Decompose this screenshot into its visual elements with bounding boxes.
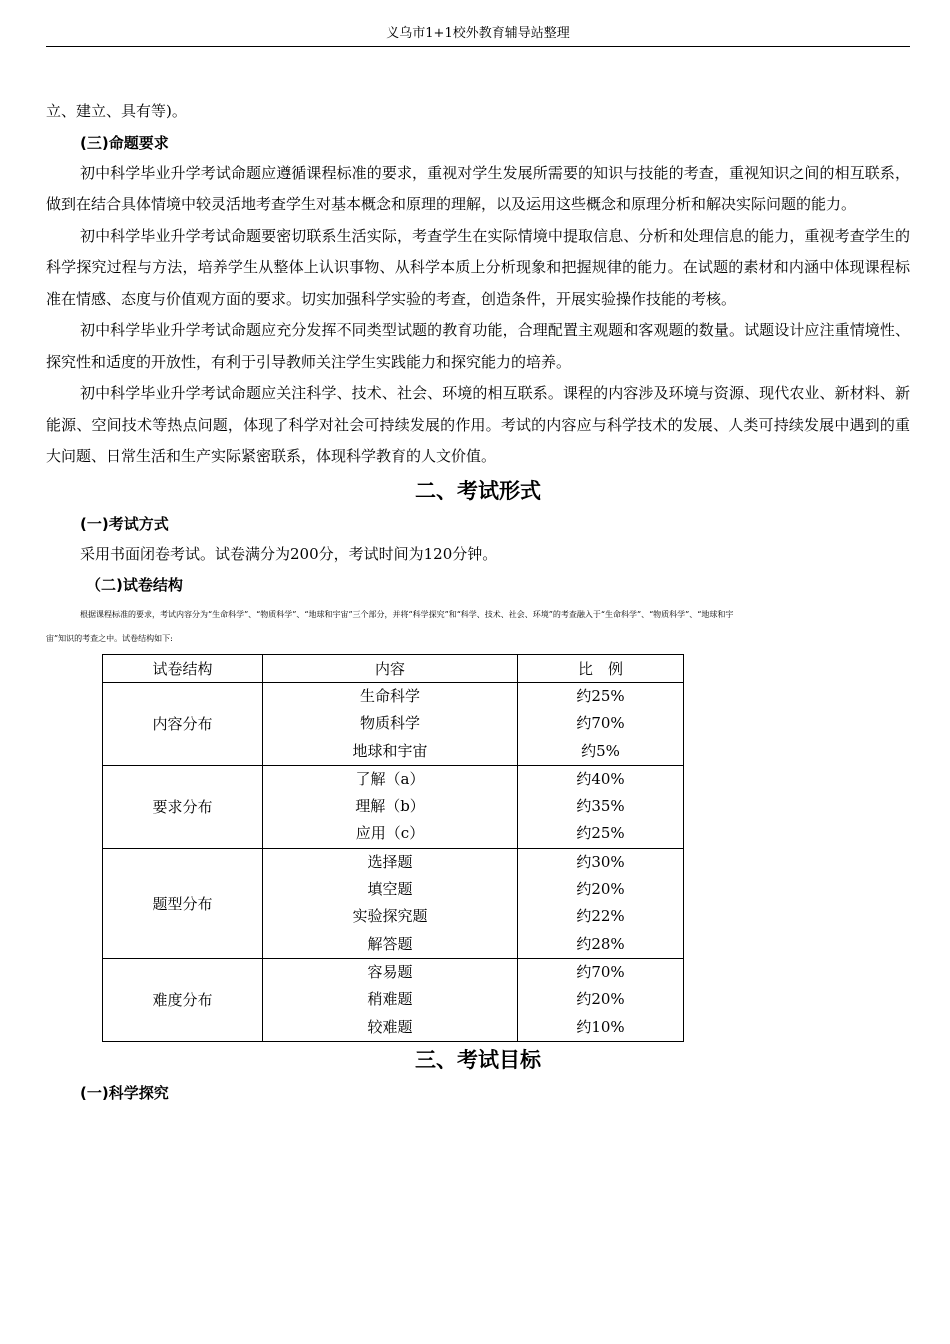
exam-form-heading: 二、考试形式 [415,477,541,503]
category-cell: 要求分布 [103,765,263,848]
content-item: 应用（c） [355,824,425,843]
content-item: 理解（b） [355,797,425,816]
table-row [103,848,684,958]
intro-fragment: 立、建立、具有等)。 [46,102,187,120]
table-header-cell: 试卷结构 [103,655,263,683]
page-header: 义乌市1+1校外教育辅导站整理 [46,22,910,47]
science-inquiry-title: (一)科学探究 [80,1083,169,1102]
requirements-title: (三)命题要求 [80,133,169,152]
ratio-cell [518,958,684,1041]
structure-note-continued: 宙”知识的考查之中。试卷结构如下: [46,634,173,643]
paper-structure-table [102,654,684,1042]
category-cell: 内容分布 [103,683,263,766]
ratio-value: 约70% [576,962,625,981]
requirements-paragraph: 初中科学毕业升学考试命题要密切联系生活实际，考查学生在实际情境中提取信息、分析和处理信息的能力，重视考查学生的科学探究过程与方法，培养学生从整体上认识事物、从科学本质上分析现象和把握规律的能力。在试题的素材和内涵中体现课程标准在情感、态度与价值观方面的要求。切实加强科学实验的考查，创造条件，开展实验操作技能的考核。 [46,226,910,308]
table-header-cell: 内容 [263,655,518,683]
table-header-row [103,655,684,683]
content-item: 较难题 [367,1017,413,1036]
ratio-value: 约22% [576,907,625,926]
ratio-value: 约30% [576,852,625,871]
ratio-value: 约20% [576,990,625,1009]
paper-structure-title: （二)试卷结构 [86,576,183,594]
ratio-value: 约20% [576,880,625,899]
content-item: 物质科学 [359,714,420,733]
ratio-value: 约70% [576,714,625,733]
table-row [103,683,684,766]
content-item: 实验探究题 [352,907,428,926]
content-cell [263,958,518,1041]
content-item: 了解（a） [355,769,425,788]
category-cell: 难度分布 [103,958,263,1041]
ratio-value: 约10% [576,1017,625,1036]
ratio-cell [518,765,684,848]
exam-method-text: 采用书面闭卷考试。试卷满分为200分，考试时间为120分钟。 [80,544,498,563]
table-header-cell: 比 例 [518,655,684,683]
structure-note: 根据课程标准的要求，考试内容分为“生命科学”、“物质科学”、“地球和宇宙”三个部分，并将“科学探究”和“科学、技术、社会、环境”的考查融入于“生命科学”、“物质科学”、“地球和宇 [80,610,734,619]
ratio-cell [518,683,684,766]
content-item: 容易题 [367,962,413,981]
ratio-value: 约35% [576,797,625,816]
category-cell: 题型分布 [103,848,263,958]
content-item: 稍难题 [367,990,413,1009]
content-item: 解答题 [367,934,413,953]
content-item: 选择题 [367,852,413,871]
table-row [103,765,684,848]
ratio-value: 约25% [576,687,625,705]
ratio-value: 约5% [581,741,620,760]
ratio-value: 约28% [576,934,625,953]
table-row [103,958,684,1041]
requirements-paragraph: 初中科学毕业升学考试命题应遵循课程标准的要求，重视对学生发展所需要的知识与技能的考查，重视知识之间的相互联系，做到在结合具体情境中较灵活地考查学生对基本概念和原理的理解，以及运用这些概念和原理分析和解决实际问题的能力。 [46,163,910,213]
content-item: 地球和宇宙 [352,741,428,760]
requirements-paragraph: 初中科学毕业升学考试命题应充分发挥不同类型试题的教育功能，合理配置主观题和客观题的数量。试题设计应注重情境性、探究性和适度的开放性，有利于引导教师关注学生实践能力和探究能力的培养。 [46,321,910,371]
ratio-value: 约25% [576,824,625,843]
ratio-cell [518,848,684,958]
exam-method-title: (一)考试方式 [80,514,169,533]
content-cell [263,765,518,848]
content-cell [263,848,518,958]
requirements-paragraph: 初中科学毕业升学考试命题应关注科学、技术、社会、环境的相互联系。课程的内容涉及环境与资源、现代农业、新材料、新能源、空间技术等热点问题，体现了科学对社会可持续发展的作用。考试的内容应与科学技术的发展、人类可持续发展中遇到的重大问题、日常生活和生产实际紧密联系，体现科学教育的人文价值。 [46,384,910,465]
document-body [46,96,910,1108]
exam-goals-heading: 三、考试目标 [415,1046,541,1072]
content-cell [263,683,518,766]
ratio-value: 约40% [576,769,625,788]
content-item: 填空题 [367,880,413,899]
content-item: 生命科学 [359,687,420,705]
